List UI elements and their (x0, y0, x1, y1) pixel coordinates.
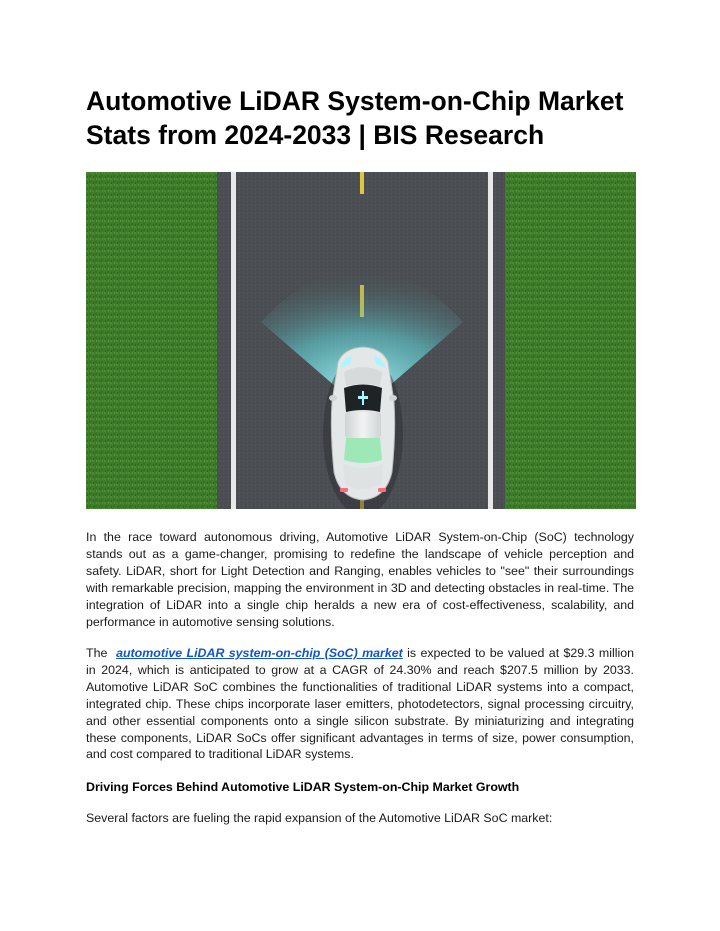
section-heading: Driving Forces Behind Automotive LiDAR System-on-Chip Market Growth (86, 780, 520, 794)
market-paragraph-prefix: The (86, 646, 108, 660)
car-on-road-with-lidar-beam-image (86, 172, 636, 509)
hero-image (86, 172, 636, 509)
market-paragraph-body: is expected to be valued at $29.3 million in 2024, which is anticipated to grow at a CAGR of 24.30% and reach $207.5 million by 2033. Automotive LiDAR SoC combines the functionalities of traditional LiDAR systems into a compact, integrated chip. These chips incorporate laser emitters, photodetectors, signal processing circuitry, and other essential components onto a single silicon substrate. By miniaturizing and integrating these components, LiDAR SoCs offer significant advantages in terms of size, power consumption, and cost compared to traditional LiDAR systems. (86, 646, 634, 762)
intro-paragraph: In the race toward autonomous driving, Automotive LiDAR System-on-Chip (SoC) technology stands out as a game-changer, promising to redefine the landscape of vehicle perception and safety. LiDAR, short for Light Detection and Ranging, enables vehicles to "see" their surroundings with remarkable precision, mapping the environment in 3D and detecting obstacles in real-time. The integration of LiDAR into a single chip heralds a new era of cost-effectiveness, scalability, and performance in automotive sensing solutions. (86, 530, 634, 629)
market-report-link[interactable]: automotive LiDAR system-on-chip (SoC) market (116, 646, 403, 660)
document-title: Automotive LiDAR System-on-Chip Market Stats from 2024-2033 | BIS Research (86, 86, 624, 150)
factors-paragraph: Several factors are fueling the rapid expansion of the Automotive LiDAR SoC market: (86, 811, 553, 825)
market-paragraph (86, 645, 634, 763)
